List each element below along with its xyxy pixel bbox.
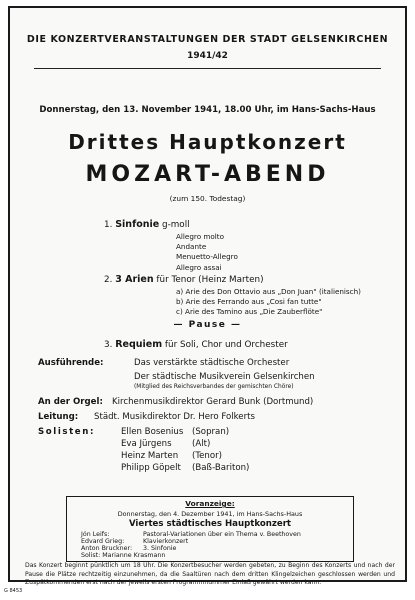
conductor-name: Städt. Musikdirektor Dr. Hero Folkerts (94, 412, 255, 422)
organizer-heading: DIE KONZERTVERANSTALTUNGEN DER STADT GELSENKIRCHEN (26, 34, 389, 45)
aria: a) Arie des Don Ottavio aus „Don Juan" (italienisch) (176, 287, 361, 296)
leitung-label: Leitung: (38, 412, 79, 422)
item-work: Requiem (115, 339, 163, 350)
soloist-name: Ellen Bosenius (121, 427, 184, 437)
movement: Menuetto-Allegro (176, 252, 238, 262)
preview-heading: Voranzeige: (185, 499, 235, 508)
pause-label: — Pause — (173, 320, 242, 330)
choir-note: (Mitglied des Reichsverbandes der gemischten Chöre) (134, 384, 294, 390)
program-item-3 (104, 339, 288, 350)
orchestra-name: Das verstärkte städtische Orchester (134, 358, 290, 368)
movement: Allegro molto (176, 232, 224, 241)
soloist-voice: (Baß-Bariton) (192, 463, 250, 473)
item-number: 1. (104, 220, 113, 230)
movement: Andante (176, 242, 207, 252)
organist-name: Kirchenmusikdirektor Gerard Bunk (Dortmund) (112, 397, 314, 407)
performers-label: Ausführende: (38, 358, 104, 368)
soloist-name: Philipp Göpelt (121, 463, 181, 473)
program-item-1 (104, 219, 190, 230)
soloists-label: Solisten: (38, 427, 95, 437)
header-rule (34, 68, 381, 69)
item-detail: g-moll (161, 220, 190, 230)
aria-list (176, 287, 361, 318)
preview-work: Klavierkonzert (143, 538, 189, 545)
preview-work: 3. Sinfonie (143, 545, 177, 552)
movement: Allegro assai (176, 262, 222, 272)
item-number: 2. (104, 275, 113, 285)
concert-dateline: Donnerstag, den 13. November 1941, 18.00 Uhr, im Hans-Sachs-Haus (39, 105, 376, 115)
program-item-2 (104, 274, 264, 285)
season-label: 1941/42 (187, 51, 228, 61)
preview-composer: Edvard Grieg: (81, 538, 125, 545)
preview-soloist: Solist: Marianne Krasmann (81, 552, 166, 559)
item-number: 3. (104, 340, 113, 350)
soloist-name: Heinz Marten (121, 451, 179, 461)
soloist-name: Eva Jürgens (121, 439, 172, 449)
preview-box (66, 496, 354, 562)
aria: b) Arie des Ferrando aus „Cosi fan tutte" (176, 297, 322, 307)
aria: c) Arie des Tamino aus „Die Zauberflöte" (176, 307, 323, 317)
preview-title: Viertes städtisches Hauptkonzert (128, 519, 292, 529)
item-work: 3 Arien (115, 274, 154, 285)
concert-title: Drittes Hauptkonzert (68, 130, 347, 154)
concert-subtitle: MOZART-ABEND (85, 162, 330, 187)
preview-composer: Anton Bruckner: (81, 545, 133, 552)
choir-name: Der städtische Musikverein Gelsenkirchen (134, 372, 315, 382)
organ-label: An der Orgel: (38, 397, 103, 407)
item-detail: für Tenor (Heinz Marten) (156, 275, 264, 285)
item-detail: für Soli, Chor und Orchester (164, 340, 288, 350)
item-work: Sinfonie (115, 219, 160, 230)
soloist-voice: (Sopran) (192, 427, 230, 437)
soloist-voice: (Tenor) (192, 451, 223, 461)
preview-date: Donnerstag, den 4. Dezember 1941, im Hans-Sachs-Haus (117, 510, 303, 518)
footer-notice: Das Konzert beginnt pünktlich um 18 Uhr. Die Konzertbesucher werden gebeten, zu Beginn des Konzerts und nach der Pause die Plätze rechtzeitig einzunehmen, da die Saaltüren nach dem dritten Klingelzeichen geschlossen werden und Zuspätkommenden erst nach der jeweils ersten Programmnummer Einlaß gewährt werden kann. (25, 562, 395, 587)
movement-list (176, 232, 238, 273)
program-sheet (8, 6, 407, 587)
soloist-voice: (Alt) (192, 439, 211, 449)
preview-work: Pastoral-Variationen über ein Thema v. Beethoven (143, 531, 301, 538)
anniversary-note: (zum 150. Todestag) (169, 194, 246, 203)
preview-composer: Jón Leifs: (81, 531, 110, 538)
print-code: G 8453 (4, 588, 23, 594)
